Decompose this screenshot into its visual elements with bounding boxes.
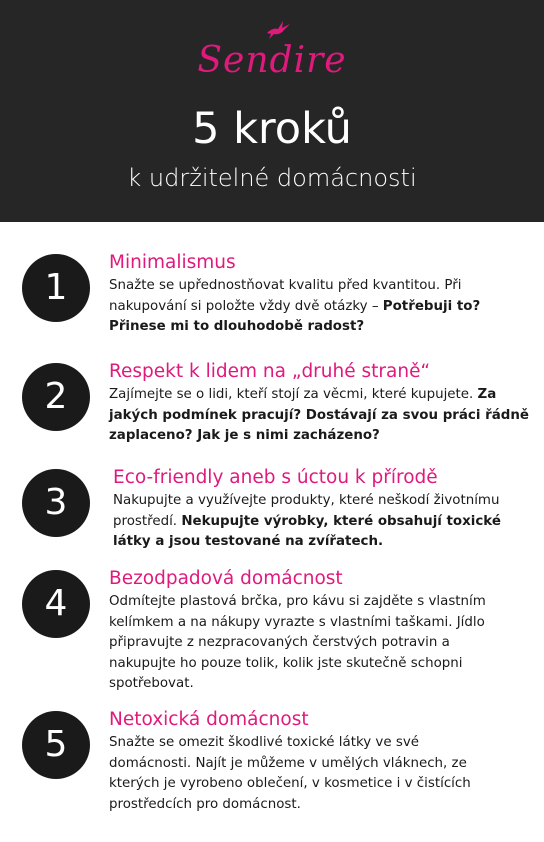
step-text: Snažte se upřednostňovat kvalitu před kvantitou. Při nakupování si položte vždy dvě otázky – <box>109 278 462 314</box>
step-title: Netoxická domácnost <box>109 709 309 730</box>
step-title: Minimalismus <box>109 252 236 273</box>
step-text: Snažte se omezit škodlivé toxické látky ve své domácnosti. Najít je můžeme v umělých vláknech, ze kterých je vyrobeno oblečení, v kosmetice i v čistících prostředcích pro domácnost. <box>109 735 471 812</box>
step-description <box>109 733 504 815</box>
step-description <box>113 491 528 553</box>
step-title: Eco-friendly aneb s úctou k přírodě <box>113 467 438 488</box>
header <box>0 0 544 222</box>
step-number-badge: 2 <box>22 363 90 431</box>
step-description <box>109 592 514 695</box>
step-title: Bezodpadová domácnost <box>109 568 343 589</box>
step-title: Respekt k lidem na „druhé straně“ <box>109 361 431 382</box>
step-description <box>109 276 509 338</box>
step-emphasis: Potřebuji to? Přinese mi to dlouhodobě radost? <box>109 298 481 334</box>
step-number-badge: 3 <box>22 469 90 537</box>
page-title: 5 kroků <box>192 104 352 154</box>
step-description <box>109 385 529 447</box>
step-text: Zajímejte se o lidi, kteří stojí za věcmi, které kupujete. <box>109 387 474 402</box>
step-emphasis: Za jakých podmínek pracují? Dostávají za svou práci řádně zaplaceno? Jak je s nimi zacházeno? <box>109 387 529 443</box>
step-text: Odmítejte plastová brčka, pro kávu si zajděte s vlastním kelímkem a na nákupy vyrazte s vlastními taškami. Jídlo připravujte z nezpracovaných čerstvých potravin a nakupujte ho pouze tolik, kolik jste skutečně schopni spotřebovat. <box>109 594 486 691</box>
brand-logo: Sendire <box>197 40 347 81</box>
step-emphasis: Nekupujte výrobky, které obsahují toxické látky a jsou testované na zvířatech. <box>113 513 501 549</box>
step-number-badge: 4 <box>22 570 90 638</box>
step-number-badge: 5 <box>22 711 90 779</box>
step-text: Nakupujte a využívejte produkty, které neškodí životnímu prostředí. <box>113 493 500 529</box>
page-subtitle: k udržitelné domácnosti <box>127 164 417 192</box>
step-number-badge: 1 <box>22 254 90 322</box>
